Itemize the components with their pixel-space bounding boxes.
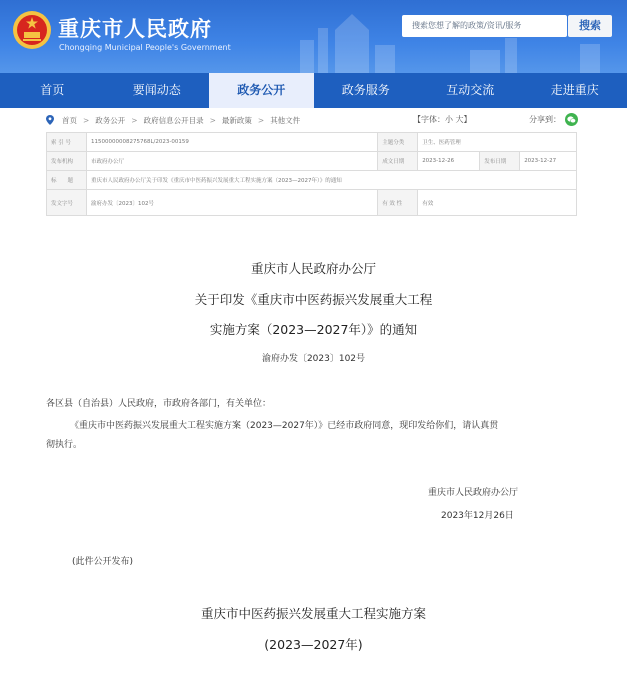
share-control xyxy=(529,113,578,126)
meta-value: 渝府办发〔2023〕102号 xyxy=(87,190,378,216)
main-nav xyxy=(0,73,627,108)
font-size-label: 【字体： xyxy=(413,115,445,124)
meta-value: 卫生、医药管理 xyxy=(418,133,577,152)
font-large-button[interactable]: 大 xyxy=(455,115,464,124)
breadcrumb-item[interactable]: 其他文件 xyxy=(270,115,301,125)
breadcrumb-item[interactable]: 最新政策 xyxy=(221,115,252,125)
doc-body-line-1: 《重庆市中医药振兴发展重大工程实施方案（2023—2027年）》已经市政府同意，现印发给你们，请认真贯 xyxy=(70,421,499,431)
meta-label: 成文日期 xyxy=(378,152,418,171)
site-header xyxy=(0,0,627,73)
font-size-close: 】 xyxy=(463,115,472,124)
search-button[interactable]: 搜索 xyxy=(568,15,612,37)
breadcrumb-item[interactable]: 政务公开 xyxy=(95,115,126,125)
nav-item-home[interactable]: 首页 xyxy=(40,83,65,97)
meta-label: 有 效 性 xyxy=(378,190,418,216)
meta-label: 标 题 xyxy=(47,171,87,190)
doc-issuer: 重庆市人民政府办公厅 xyxy=(250,261,376,276)
meta-value: 2023-12-27 xyxy=(520,152,577,171)
breadcrumb-separator: > xyxy=(131,115,138,125)
meta-value: 有效 xyxy=(418,190,577,216)
search-input[interactable]: 搜索您想了解的政策/资讯/服务 xyxy=(402,15,567,37)
table-row xyxy=(47,152,577,171)
plan-title: 重庆市中医药振兴发展重大工程实施方案 xyxy=(200,606,426,621)
breadcrumb-item[interactable]: 首页 xyxy=(62,115,77,125)
national-emblem-icon[interactable] xyxy=(12,10,52,50)
nav-item-interaction[interactable]: 互动交流 xyxy=(446,83,495,97)
nav-item-services[interactable]: 政务服务 xyxy=(341,83,390,97)
meta-label: 发布机构 xyxy=(47,152,87,171)
doc-sign-date: 2023年12月26日 xyxy=(441,511,514,521)
nav-item-about[interactable]: 走进重庆 xyxy=(550,83,599,97)
nav-item-gov-affairs[interactable]: 政务公开 xyxy=(209,73,314,108)
table-row xyxy=(47,171,577,190)
share-label: 分享到： xyxy=(529,115,561,124)
meta-value: 重庆市人民政府办公厅关于印发《重庆市中医药振兴发展重大工程实施方案（2023—2027年）》的通知 xyxy=(87,171,577,190)
table-row xyxy=(47,133,577,152)
document-meta-table xyxy=(46,132,577,216)
nav-item-news[interactable]: 要闻动态 xyxy=(132,83,181,97)
breadcrumb-separator: > xyxy=(83,115,90,125)
doc-sign-org: 重庆市人民政府办公厅 xyxy=(428,488,519,498)
meta-label: 发文字号 xyxy=(47,190,87,216)
doc-public-note: (此件公开发布) xyxy=(72,557,134,567)
font-size-control xyxy=(413,114,472,125)
breadcrumb-item[interactable]: 政府信息公开目录 xyxy=(143,115,204,125)
doc-body-line-2: 彻执行。 xyxy=(46,440,83,450)
meta-label: 主题分类 xyxy=(378,133,418,152)
font-small-button[interactable]: 小 xyxy=(445,115,453,124)
doc-title-line-2: 实施方案（2023—2027年）》的通知 xyxy=(209,322,418,337)
meta-label: 索 引 号 xyxy=(47,133,87,152)
doc-title-line-1: 关于印发《重庆市中医药振兴发展重大工程 xyxy=(194,292,433,307)
site-subtitle: Chongqing Municipal People's Government xyxy=(59,43,231,52)
site-title[interactable]: 重庆市人民政府 xyxy=(58,17,212,41)
breadcrumb-separator: > xyxy=(209,115,216,125)
meta-value: 市政府办公厅 xyxy=(87,152,378,171)
meta-value: 11500000008275768L/2023-00159 xyxy=(87,133,378,152)
breadcrumb xyxy=(46,113,581,127)
location-pin-icon xyxy=(46,115,54,125)
plan-years: (2023—2027年) xyxy=(264,637,363,652)
meta-label: 发布日期 xyxy=(480,152,520,171)
wechat-icon[interactable] xyxy=(565,113,578,126)
meta-value: 2023-12-26 xyxy=(418,152,480,171)
table-row xyxy=(47,190,577,216)
doc-number: 渝府办发〔2023〕102号 xyxy=(261,354,366,364)
doc-salutation: 各区县（自治县）人民政府，市政府各部门，有关单位： xyxy=(46,399,272,409)
breadcrumb-separator: > xyxy=(257,115,265,125)
